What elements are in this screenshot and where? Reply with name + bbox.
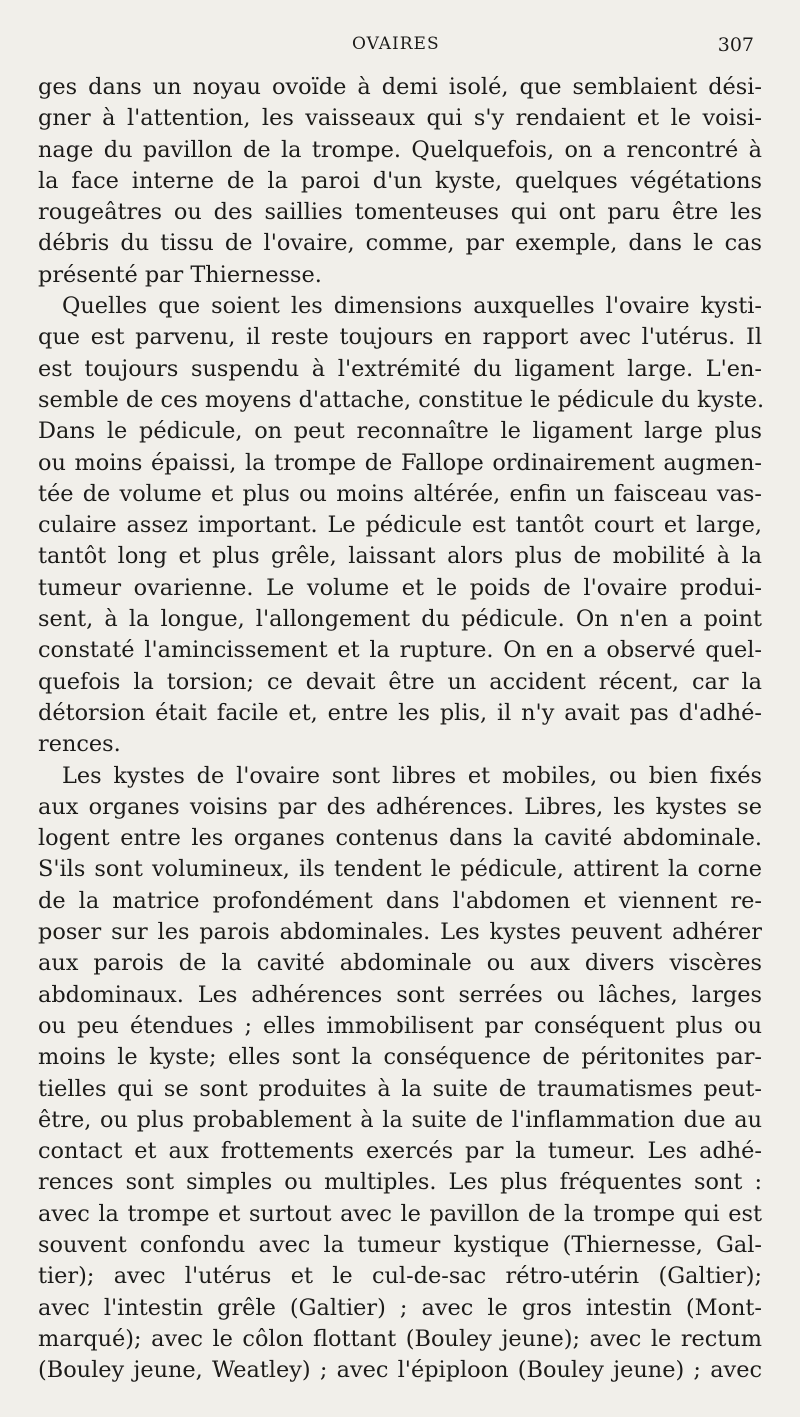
text-line: aux organes voisins par des adhérences. Libres, les kystes se xyxy=(38,793,762,820)
body-text xyxy=(38,72,765,1386)
text-line: débris du tissu de l'ovaire, comme, par exemple, dans le cas xyxy=(38,230,762,257)
running-head xyxy=(0,34,800,60)
text-line: avec l'intestin grêle (Galtier) ; avec le gros intestin (Mont- xyxy=(38,1294,762,1321)
text-line: détorsion était facile et, entre les plis, il n'y avait pas d'adhé- xyxy=(38,699,762,726)
text-line: constaté l'amincissement et la rupture. On en a observé quel- xyxy=(38,637,762,664)
text-line: tumeur ovarienne. Le volume et le poids de l'ovaire produi- xyxy=(38,574,762,601)
paragraph xyxy=(38,761,762,1387)
text-line: rences sont simples ou multiples. Les plus fréquentes sont : xyxy=(38,1169,762,1196)
text-line: nage du pavillon de la trompe. Quelquefois, on a rencontré à xyxy=(38,136,762,163)
text-line: ges dans un noyau ovoïde à demi isolé, que semblaient dési- xyxy=(38,74,762,100)
text-line: tielles qui se sont produites à la suite de traumatismes peut- xyxy=(38,1075,762,1102)
text-line: que est parvenu, il reste toujours en rapport avec l'utérus. Il xyxy=(38,324,762,351)
text-line: aux parois de la cavité abdominale ou aux divers viscères xyxy=(38,950,762,977)
text-line: moins le kyste; elles sont la conséquence de péritonites par- xyxy=(38,1044,762,1071)
paragraph xyxy=(38,72,762,291)
text-line: souvent confondu avec la tumeur kystique (Thiernesse, Gal- xyxy=(38,1231,762,1258)
text-line: (Bouley jeune, Weatley) ; avec l'épiploon (Bouley jeune) ; avec xyxy=(38,1357,762,1384)
text-line: gner à l'attention, les vaisseaux qui s'y rendaient et le voisi- xyxy=(38,105,762,132)
text-line: rougeâtres ou des saillies tomenteuses qui ont paru être les xyxy=(38,199,762,226)
paragraph xyxy=(38,291,765,760)
text-line: rences. xyxy=(38,731,121,758)
text-line: sent, à la longue, l'allongement du pédicule. On n'en a point xyxy=(38,606,762,633)
text-line: ou moins épaissi, la trompe de Fallope ordinairement augmen- xyxy=(38,449,762,476)
text-line: de la matrice profondément dans l'abdomen et viennent re- xyxy=(38,887,762,914)
running-head-title: OVAIRES xyxy=(352,34,440,54)
text-line: Dans le pédicule, on peut reconnaître le ligament large plus xyxy=(38,418,762,445)
text-line: tée de volume et plus ou moins altérée, enfin un faisceau vas- xyxy=(38,480,762,507)
text-line: semble de ces moyens d'attache, constitue le pédicule du kyste. xyxy=(38,386,765,413)
text-line: culaire assez important. Le pédicule est tantôt court et large, xyxy=(38,512,762,539)
text-line: être, ou plus probablement à la suite de l'inflammation due au xyxy=(38,1106,762,1133)
text-line: marqué); avec le côlon flottant (Bouley jeune); avec le rectum xyxy=(38,1325,762,1352)
text-line: Quelles que soient les dimensions auxquelles l'ovaire kysti- xyxy=(62,293,762,320)
text-line: est toujours suspendu à l'extrémité du ligament large. L'en- xyxy=(38,355,762,382)
text-line: présenté par Thiernesse. xyxy=(38,261,322,288)
text-line: la face interne de la paroi d'un kyste, quelques végétations xyxy=(38,167,762,194)
text-line: abdominaux. Les adhérences sont serrées ou lâches, larges xyxy=(38,981,762,1008)
text-line: contact et aux frottements exercés par la tumeur. Les adhé- xyxy=(38,1138,762,1165)
text-line: S'ils sont volumineux, ils tendent le pédicule, attirent la corne xyxy=(38,856,762,883)
page-number: 307 xyxy=(717,34,754,56)
text-line: logent entre les organes contenus dans la cavité abdominale. xyxy=(38,825,762,852)
text-line: poser sur les parois abdominales. Les kystes peuvent adhérer xyxy=(38,919,762,946)
text-line: tantôt long et plus grêle, laissant alors plus de mobilité à la xyxy=(38,543,762,570)
text-line: Les kystes de l'ovaire sont libres et mobiles, ou bien fixés xyxy=(62,762,762,789)
text-line: tier); avec l'utérus et le cul-de-sac rétro-utérin (Galtier); xyxy=(38,1263,762,1290)
text-line: quefois la torsion; ce devait être un accident récent, car la xyxy=(38,668,762,695)
text-line: ou peu étendues ; elles immobilisent par conséquent plus ou xyxy=(38,1012,762,1039)
text-line: avec la trompe et surtout avec le pavillon de la trompe qui est xyxy=(38,1200,762,1227)
